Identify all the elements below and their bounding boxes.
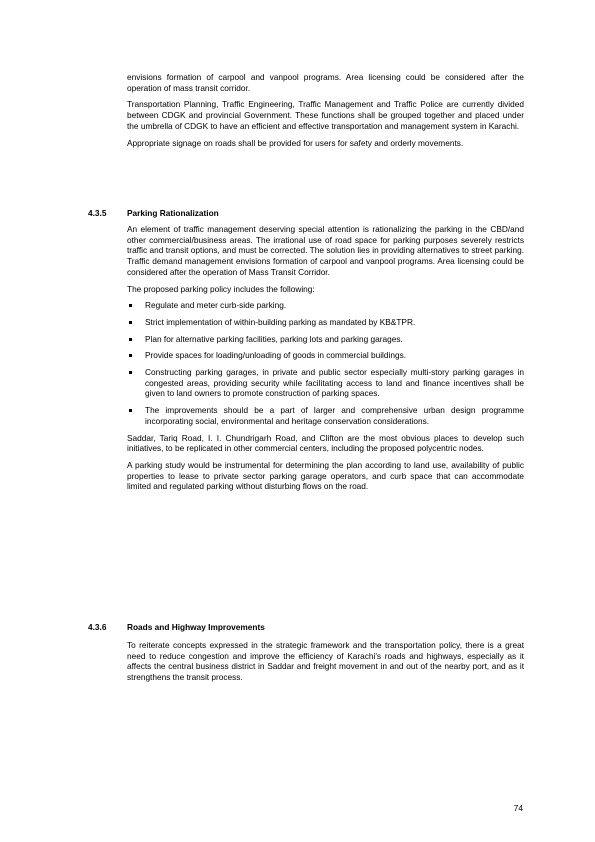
bullet-icon: [129, 304, 132, 307]
roads-paragraph: To reiterate concepts expressed in the strategic framework and the transportation policy, there is a great need to reduce congestion and improve the efficiency of Karachi's roads and highways, especially as it affects the central business district in Saddar and freight movement in and out of the nearby port, and as it strengthens the transit process.: [127, 640, 524, 683]
parking-policy-list: [127, 300, 524, 426]
bullet-icon: [129, 321, 132, 324]
intro-paragraph: Transportation Planning, Traffic Engineering, Traffic Management and Traffic Police are currently divided between CDGK and provincial Government. These functions shall be grouped together and placed under the umbrella of CDGK to have an efficient and effective transportation and management system in Karachi.: [127, 99, 524, 131]
roads-section-body: [127, 640, 524, 689]
section-title: Roads and Highway Improvements: [127, 622, 265, 632]
parking-paragraph: An element of traffic management deserving special attention is rationalizing the parking in the CBD/and other commercial/business areas. The irrational use of road space for parking purposes severely restricts traffic and transit options, and must be corrected. The solution lies in providing alternatives to street parking. Traffic demand management envisions formation of carpool and vanpool programs. Area licensing could be considered after the operation of Mass Transit Corridor.: [127, 224, 524, 277]
list-item: Constructing parking garages, in private and public sector especially multi-story parking garages in congested areas, providing security while facilitating access to land and finance incentives shall be given to land owners to promote construction of parking spaces.: [127, 367, 524, 399]
section-number: 4.3.5: [88, 208, 107, 218]
bullet-icon: [129, 409, 132, 412]
section-number: 4.3.6: [88, 622, 107, 632]
intro-block: [127, 72, 524, 154]
list-item: Provide spaces for loading/unloading of goods in commercial buildings.: [127, 350, 524, 361]
bullet-icon: [129, 354, 132, 357]
list-item: The improvements should be a part of larger and comprehensive urban design programme incorporating social, environmental and heritage conservation considerations.: [127, 405, 524, 426]
bullet-icon: [129, 338, 132, 341]
section-title: Parking Rationalization: [127, 208, 219, 218]
list-item: Plan for alternative parking facilities, parking lots and parking garages.: [127, 334, 524, 345]
bullet-icon: [129, 371, 132, 374]
list-item: Strict implementation of within-building parking as mandated by KB&TPR.: [127, 317, 524, 328]
section-heading-parking: [88, 208, 524, 219]
parking-paragraph: A parking study would be instrumental for determining the plan according to land use, availability of public properties to lease to private sector parking garage operators, and curb space that can accommodate limited and regulated parking without disturbing flows on the road.: [127, 459, 524, 492]
intro-paragraph: Appropriate signage on roads shall be provided for users for safety and orderly movements.: [127, 137, 464, 148]
parking-lead: The proposed parking policy includes the following:: [127, 283, 315, 294]
intro-paragraph: envisions formation of carpool and vanpool programs. Area licensing could be considered after the operation of mass transit corridor.: [127, 72, 524, 93]
parking-paragraph: Saddar, Tariq Road, I. I. Chundrigarh Road, and Clifton are the most obvious places to develop such initiatives, to be replicated in other commercial centers, including the proposed polycentric nodes.: [127, 432, 524, 454]
section-heading-roads: [88, 622, 524, 633]
list-item: Regulate and meter curb-side parking.: [127, 300, 524, 311]
parking-section-body: [127, 224, 524, 498]
page-number: 74: [513, 803, 523, 813]
